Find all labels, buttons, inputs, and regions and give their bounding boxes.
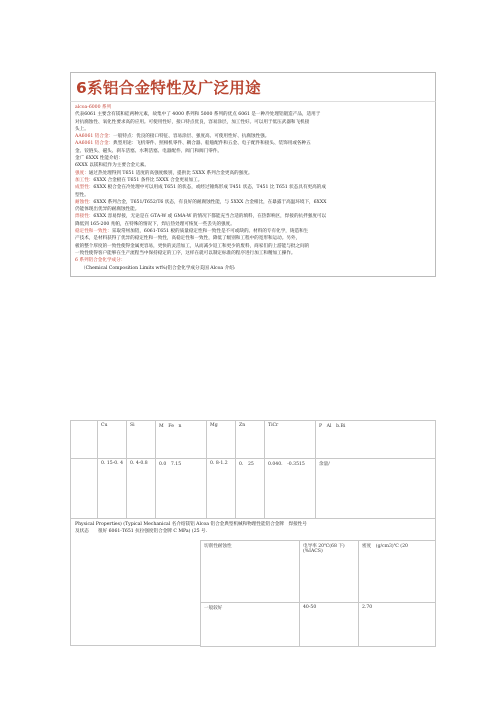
paragraph-line [75, 170, 431, 177]
paragraph-line [75, 235, 431, 242]
chem-intro: （Chemical Composition Limits wt%)铝合金化学成分美国 Alcoa 介绍: [81, 265, 236, 271]
paragraph-text: 6XXX 以镁和硅作为主要合金元素。 [75, 163, 149, 169]
paragraph-line [75, 192, 431, 199]
paragraph-line [75, 213, 431, 220]
phys-header-cell: 密度 (g/cm3)℃ (20 [359, 541, 436, 603]
paragraph-line [75, 206, 431, 213]
series-subtitle: alcoa-6000 系列 [75, 105, 112, 110]
title-box [70, 72, 436, 101]
paragraph-text: 头上。 [75, 126, 89, 132]
paragraph-line [75, 184, 431, 191]
chem-header-cell: Mg [207, 421, 236, 459]
phys-header-cell: 切削性耐蚀性 [201, 541, 300, 603]
paragraph-line [75, 199, 431, 206]
paragraph-text: 金广 6XXX 性能介绍： [75, 156, 123, 162]
paragraph-text: 6XXX 合金板在 T651 条件比 5XXX 合金更易加工。 [93, 177, 203, 183]
paragraph-text: 一般特点：优良的接口特征、容易涂层、强度高、可使用性好、抗腐蚀性强。 [113, 134, 270, 140]
phys-intro-line: Physical Properties) (Typical Mechanical 名介绍镁铝 Alcoa 铝合金典型机械和物理性能铝合金牌 焊接性号 [75, 522, 307, 527]
paragraph-label: 耐蚀性： [75, 199, 94, 205]
paragraph-line [75, 133, 431, 140]
chem-spacer [71, 421, 98, 459]
paragraph-line [75, 228, 431, 235]
chem-header-cell: Cu [98, 421, 127, 459]
chem-value-cell: 0. 25 [236, 459, 265, 519]
chem-value-cell: 0. 15-0. 4 [98, 459, 127, 519]
paragraph-text: 采取常州加铝，6061-T651 板的质量稳定性和一致性是不可或缺的。材料的专有化学，铸造和生 [111, 229, 309, 235]
paragraph-text: 型性。 [75, 192, 89, 198]
chem-header-cell: Zn [236, 421, 265, 459]
paragraph-text: 仍能体现出优异的耐腐蚀性能。 [75, 207, 140, 213]
paragraph-text: 降低到 165-200 兆帕，在特殊的情况下，焊后热处理可恢复一些丢失的强度。 [75, 221, 235, 227]
paragraph-text: 6XXX 系列合金，T651/T652/T6 状态，有良好的耐腐蚀性能，与 5XXX 合金相比，在暴露于高温环境下，6XXX [93, 199, 327, 205]
chem-heading: 6 系列铝合金化学成分： [75, 258, 126, 264]
paragraph-text: 金、铰链头、磁头、刹车活塞、水利活塞、电器配件、阀门和阀门零件。 [75, 148, 223, 154]
chem-header-cell: M Fe n [156, 421, 207, 459]
paragraph-line [75, 221, 431, 228]
paragraph-line [75, 140, 431, 147]
paragraph-label: 稳定性和一致性： [75, 229, 112, 235]
paragraph-line [75, 243, 431, 250]
paragraph-label: 加工性： [75, 177, 94, 183]
paragraph-line [75, 155, 431, 162]
chem-header-cell: Si [127, 421, 156, 459]
paragraph-label: 焊接性： [75, 214, 94, 220]
chem-value-cell: 0.040. -0.3515 [265, 459, 316, 519]
paragraph-line [75, 126, 431, 133]
paragraph-line [75, 111, 431, 118]
paragraph-text: 对抗腐蚀性、氧化性要求高的应用。可使用性好，接口特点优良，容易涂层，加工性好。可以用于低压武器和飞机接 [75, 119, 310, 125]
paragraph-text: 6XXX 容易焊接，无论是在 GTA-W 或 GMA-W 的情况下都能充当合适的填料，在热影响区，焊接的抗拌强度可以 [93, 214, 327, 220]
paragraph-line [75, 177, 431, 184]
chem-value-cell: 0. 8-1.2 [207, 459, 236, 519]
phys-value-cell: 2.70 [359, 603, 436, 647]
paragraph-text: 板的整个厚度的一致性使得金属更容易，更快的灵活加工，从而减少返工和更少的废料，商家们的上游能与批之间的 [75, 243, 310, 249]
phys-value-cell: 一般较好 [201, 603, 300, 647]
chem-value-cell: 0.0 7.15 [156, 459, 207, 519]
paragraph-text: 通过热处理得到 T651 适度的高强度级别，提供比 5XXX 系列合金更高的强度。 [88, 170, 253, 176]
paragraph-label: 强度： [75, 170, 89, 176]
paragraph-line [75, 162, 431, 169]
paragraph-text: 6XXX 板合金在冷处理中可以用成 T651 的状态，或经过锤炼形成 T451 状态，T451 比 T651 状态具有更高的成 [93, 185, 326, 191]
phys-table [200, 540, 436, 647]
chem-header-cell: TiCr [265, 421, 316, 459]
paragraph-label: AA6061 铝合金： [75, 141, 114, 147]
document-page [70, 72, 436, 277]
paragraph-text: 产技术，是材料获得了优异的稳定性和一致性，高稳定性和一致性，降低了级别和工程中的宽形和运动。另外， [75, 236, 301, 242]
paragraph-label: 成型性： [75, 185, 94, 191]
chem-value-cell: 余量/ [316, 459, 436, 519]
chem-value-cell: 0. 4-0.8 [127, 459, 156, 519]
paragraph-text: 一致性使得客户能够在生产流程当中保持稳定的工序，这样在就可以制定标准的程序进行加工和精加工操作。 [75, 250, 296, 256]
body-text [70, 101, 436, 277]
phys-left-column [70, 540, 200, 646]
phys-header-cell: 电导率 20℃(68 下) (%IACS) [300, 541, 359, 603]
page-title: 6系铝合金特性及广泛用途 [76, 79, 261, 97]
phys-value-cell: 40-50 [300, 603, 359, 647]
chem-spacer [71, 459, 98, 519]
paragraph-label: AA6061 铝合金： [75, 134, 114, 140]
chem-header-cell: P Al b.Bi [316, 421, 436, 459]
phys-intro [70, 518, 436, 540]
paragraph-line [75, 250, 431, 257]
paragraph-text: 代表6061 主要含有镁和硅两种元素，故集中了 4000 系列和 5000 系列的优点 6061 是一种冷处理铝锻造产品，适用于 [75, 112, 321, 118]
paragraph-line [75, 148, 431, 155]
paragraph-line [75, 119, 431, 126]
paragraph-text: 典型用途：飞机零件、照相机零件、耦合器、船舶配件和五金、电子配件和接头、装饰用或各种五 [113, 141, 311, 147]
chem-table [70, 420, 436, 519]
phys-intro-line: 及状态 很好 6061-T651 抗拉强度铝合金牌 C MPa) (25 号. [75, 529, 208, 534]
